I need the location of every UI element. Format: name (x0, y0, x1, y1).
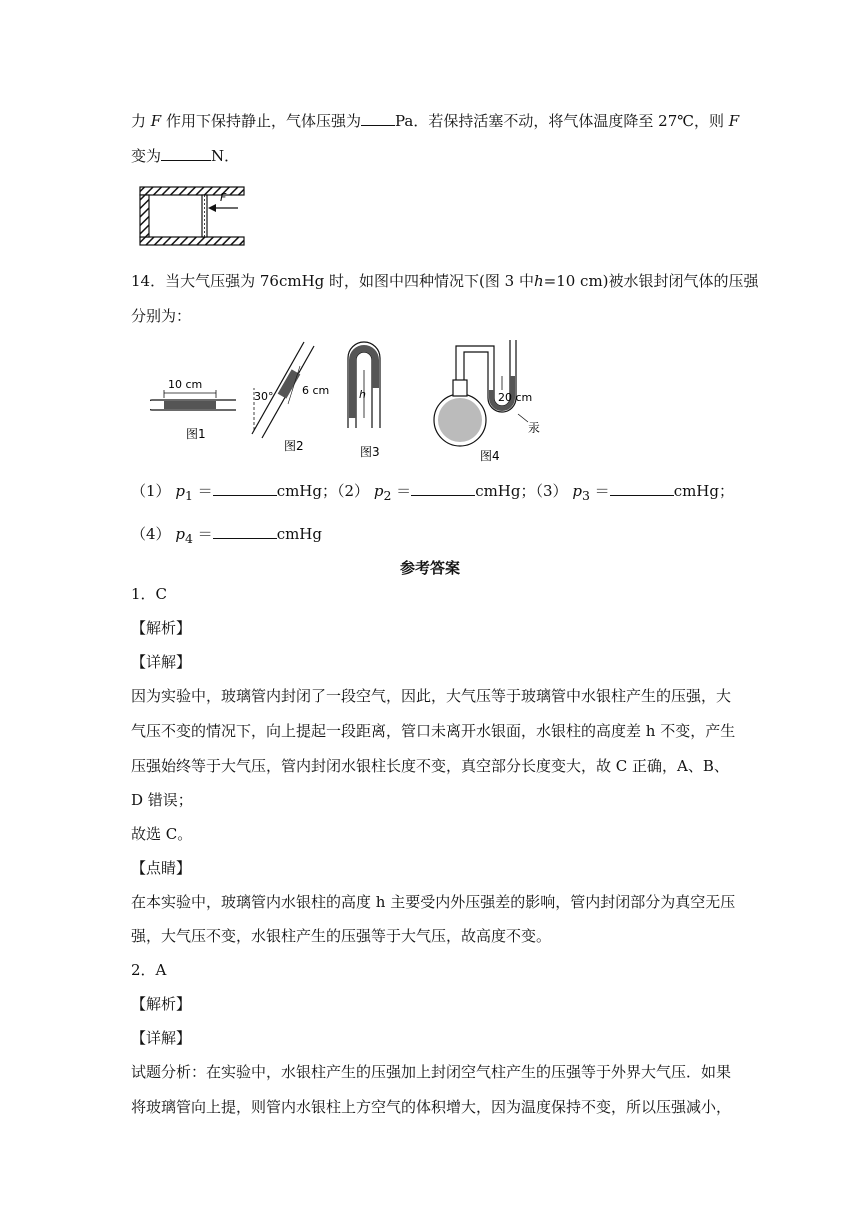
answer-prefix: （4） (131, 525, 171, 543)
pressure-symbol: p (175, 482, 185, 500)
pressure-subscript: 1 (184, 488, 193, 503)
answer-1-comment: 强，大气压不变，水银柱产生的压强等于大气压，故高度不变。 (131, 927, 552, 945)
equals-sign: ＝ (197, 525, 213, 543)
answer-1-paragraph: D 错误； (131, 791, 193, 809)
answer-blank[interactable] (161, 146, 211, 161)
detail-tag: 【详解】 (131, 1029, 192, 1047)
q13-text: N． (211, 147, 240, 165)
answer-blank[interactable] (361, 111, 395, 126)
fig1-caption: 图1 (186, 427, 206, 441)
answer-blank-p1[interactable] (213, 481, 277, 496)
answer-1-paragraph: 气压不变的情况下，向上提起一段距离，管口未离开水银面，水银柱的高度差 h 不变，产生 (131, 722, 736, 740)
figure-force-label: F (220, 191, 227, 204)
fig2-caption: 图2 (284, 439, 304, 453)
pressure-subscript: 4 (184, 531, 193, 546)
answer-blank-p3[interactable] (610, 481, 674, 496)
pressure-symbol: p (373, 482, 384, 500)
detail-tag: 【详解】 (131, 653, 192, 671)
fig4-dimension: 20 cm (498, 391, 533, 404)
pressure-subscript: 3 (581, 488, 590, 503)
answer-blank-p4[interactable] (213, 524, 277, 539)
equals-sign: ＝ (594, 482, 610, 500)
force-symbol: F (728, 112, 740, 130)
q13-text: Pa．若保持活塞不动，将气体温度降至 27℃，则 (395, 112, 725, 130)
fig1-dimension: 10 cm (168, 378, 203, 391)
fig4-caption: 图4 (480, 449, 500, 463)
q14-text: 14．当大气压强为 76cmHg 时，如图中四种情况下(图 3 中 (131, 272, 534, 290)
pressure-subscript: 2 (383, 488, 392, 503)
figure-3 (348, 342, 380, 459)
unit-separator: cmHg；（3） (475, 482, 568, 500)
q13-text: 变为 (131, 147, 162, 165)
q14-figures (150, 338, 560, 468)
answers-heading: 参考答案 (399, 559, 460, 577)
unit-label: cmHg (276, 525, 322, 543)
fig2-angle: 30° (254, 390, 274, 403)
fig3-caption: 图3 (360, 445, 380, 459)
unit-separator: cmHg；（2） (276, 482, 370, 500)
answer-2-paragraph: 试题分析：在实验中，水银柱产生的压强加上封闭空气柱产生的压强等于外界大气压．如果 (131, 1063, 732, 1081)
pressure-symbol: p (175, 525, 185, 543)
h-symbol: h (533, 272, 544, 290)
equals-sign: ＝ (396, 482, 412, 500)
q13-line-1 (131, 110, 739, 132)
q13-text: 力 (131, 112, 147, 130)
q14-answer-line-2 (131, 523, 322, 550)
answer-blank-p2[interactable] (411, 481, 475, 496)
answer-1-paragraph: 因为实验中，玻璃管内封闭了一段空气，因此，大气压等于玻璃管中水银柱产生的压强，大 (131, 687, 732, 705)
analysis-tag: 【解析】 (131, 619, 192, 637)
figure-2 (252, 342, 329, 453)
answer-prefix: （1） (131, 482, 171, 500)
q14-text: =10 cm)被水银封闭气体的压强 (543, 272, 759, 290)
q14-answer-line-1 (131, 480, 734, 507)
pressure-symbol: p (572, 482, 582, 500)
q13-text: 作用下保持静止，气体压强为 (166, 112, 362, 130)
q14-line-2 (131, 305, 191, 327)
force-symbol: F (150, 112, 162, 130)
answer-1-paragraph: 压强始终等于大气压，管内封闭水银柱长度不变，真空部分长度变大，故 C 正确，A、B、 (131, 757, 729, 775)
unit-separator: cmHg； (673, 482, 734, 500)
q14-text: 分别为： (131, 307, 192, 325)
analysis-tag: 【解析】 (131, 995, 192, 1013)
q14-line-1 (131, 270, 759, 292)
comment-tag: 【点睛】 (131, 859, 192, 877)
q13-line-2 (131, 145, 239, 167)
fig2-dimension: 6 cm (302, 384, 330, 397)
answer-2: 2．A (131, 961, 167, 979)
piston-cylinder-figure (138, 184, 248, 250)
equals-sign: ＝ (197, 482, 213, 500)
answer-1-comment: 在本实验中，玻璃管内水银柱的高度 h 主要受内外压强差的影响，管内封闭部分为真空无压 (131, 893, 736, 911)
figure-1 (150, 378, 236, 441)
answer-1: 1．C (131, 585, 168, 603)
figure-4 (434, 340, 540, 463)
fig4-mercury-label: 汞 (528, 421, 541, 435)
fig3-dimension: h (359, 388, 366, 401)
answer-1-conclusion: 故选 C。 (131, 825, 193, 843)
answer-2-paragraph: 将玻璃管向上提，则管内水银柱上方空气的体积增大，因为温度保持不变，所以压强减小， (131, 1098, 732, 1116)
